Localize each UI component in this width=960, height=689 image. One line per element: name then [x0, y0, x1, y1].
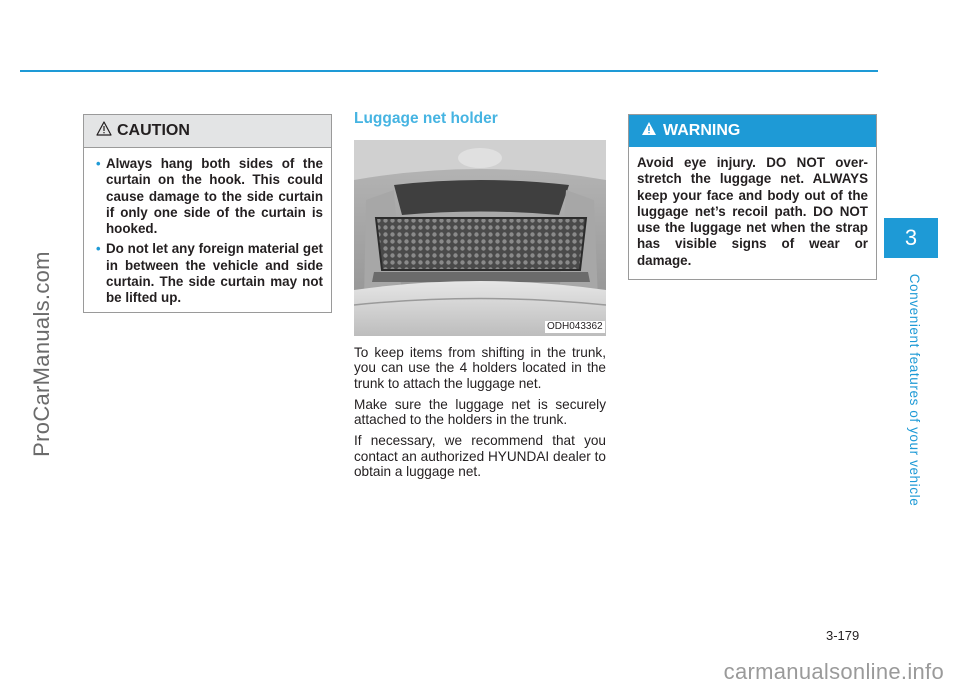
luggage-net-description	[354, 345, 606, 485]
bullet-dot-icon: •	[96, 156, 101, 171]
paragraph: If necessary, we recommend that you contact an authorized HYUNDAI dealer to obtain a luggage net.	[354, 433, 606, 480]
chapter-title: Convenient features of your vehicle	[907, 273, 922, 507]
paragraph: To keep items from shifting in the trunk, you can use the 4 holders located in the trunk to attach the luggage net.	[354, 345, 606, 391]
caution-box	[83, 114, 332, 313]
section-title: Luggage net holder	[354, 110, 498, 127]
paragraph: Make sure the luggage net is securely attached to the holders in the trunk.	[354, 396, 606, 428]
warning-triangle-icon	[641, 121, 657, 141]
caution-header	[84, 115, 331, 148]
warning-label: WARNING	[663, 122, 741, 139]
warning-header	[629, 115, 876, 147]
page-number: 3-179	[826, 628, 860, 643]
caution-body	[84, 148, 331, 307]
warning-text: Avoid eye injury. DO NOT over-stretch the luggage net. ALWAYS keep your face and body out of the luggage net’s recoil path. DO NOT use the luggage net when the strap has visible signs of wear or damage.	[637, 155, 868, 268]
side-watermark: ProCarManuals.com	[29, 251, 54, 457]
caution-label: CAUTION	[117, 122, 190, 139]
caution-item: • Do not let any foreign material get in between the vehicle and side curtain. The side curtain may not be lifted up.	[96, 241, 323, 306]
warning-box	[628, 114, 877, 280]
warning-triangle-outline-icon	[96, 121, 112, 141]
chapter-tab: 3	[884, 218, 938, 258]
bottom-watermark: carmanualsonline.info	[723, 659, 944, 684]
bullet-dot-icon: •	[96, 241, 101, 257]
luggage-net-photo	[354, 140, 606, 336]
header-rule	[20, 70, 878, 72]
photo-code: ODH043362	[547, 321, 603, 332]
caution-item: • Always hang both sides of the curtain on the hook. This could cause damage to the side curtain if only one side of the curtain is hooked.	[96, 156, 323, 237]
